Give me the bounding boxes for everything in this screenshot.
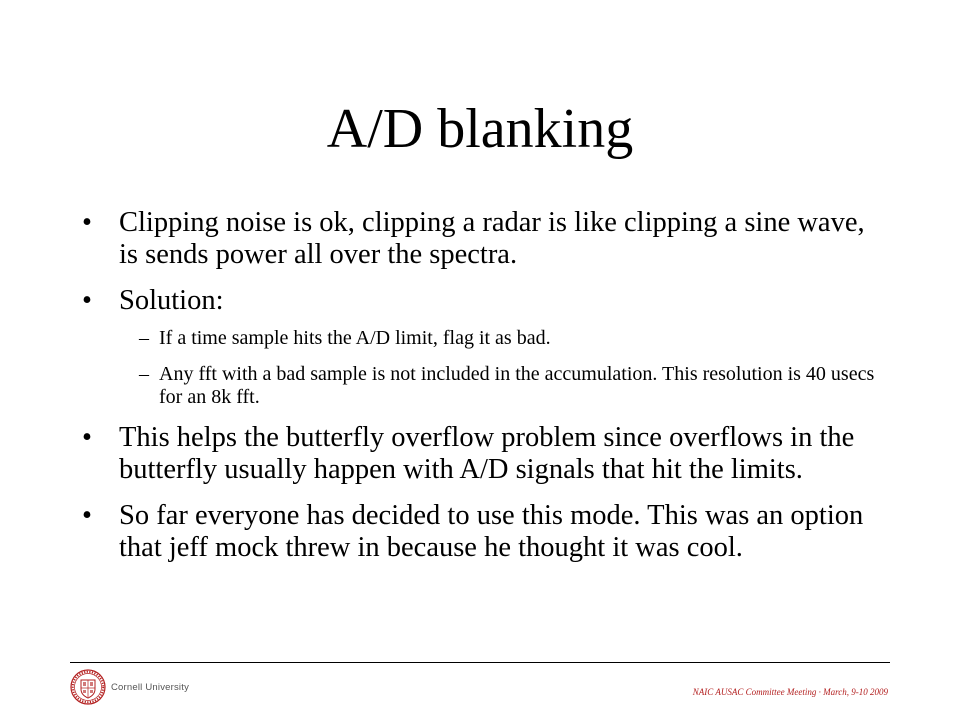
sub-bullet-item xyxy=(82,363,882,409)
bullet-item xyxy=(82,207,882,271)
bullet-marker: • xyxy=(82,500,92,531)
cornell-logo-text: Cornell University xyxy=(111,682,190,693)
cornell-seal-icon xyxy=(70,669,106,705)
footer-divider xyxy=(70,662,890,663)
bullet-text: This helps the butterfly overflow problem since overflows in the butterfly usually happen with A/D signals that hit the limits. xyxy=(119,422,855,485)
bullet-item xyxy=(82,422,882,486)
bullet-marker: • xyxy=(82,207,92,238)
meeting-footer-text: NAIC AUSAC Committee Meeting · March, 9-10 2009 xyxy=(692,687,888,697)
sub-bullet-item xyxy=(82,327,882,350)
sub-bullet-marker: – xyxy=(139,327,149,349)
bullet-list xyxy=(82,207,882,578)
bullet-item xyxy=(82,285,882,317)
bullet-marker: • xyxy=(82,422,92,453)
bullet-marker: • xyxy=(82,285,92,316)
bullet-text: Clipping noise is ok, clipping a radar is like clipping a sine wave, is sends power all over the spectra. xyxy=(119,207,865,270)
bullet-item xyxy=(82,500,882,564)
bullet-text: So far everyone has decided to use this mode. This was an option that jeff mock threw in because he thought it was cool. xyxy=(119,500,864,563)
sub-bullet-text: Any fft with a bad sample is not included in the accumulation. This resolution is 40 usecs for an 8k fft. xyxy=(159,363,875,408)
sub-bullet-marker: – xyxy=(139,363,149,385)
sub-bullet-text: If a time sample hits the A/D limit, flag it as bad. xyxy=(159,327,551,349)
sub-bullet-list xyxy=(82,327,882,409)
bullet-text: Solution: xyxy=(119,285,224,316)
slide-title: A/D blanking xyxy=(326,98,634,160)
